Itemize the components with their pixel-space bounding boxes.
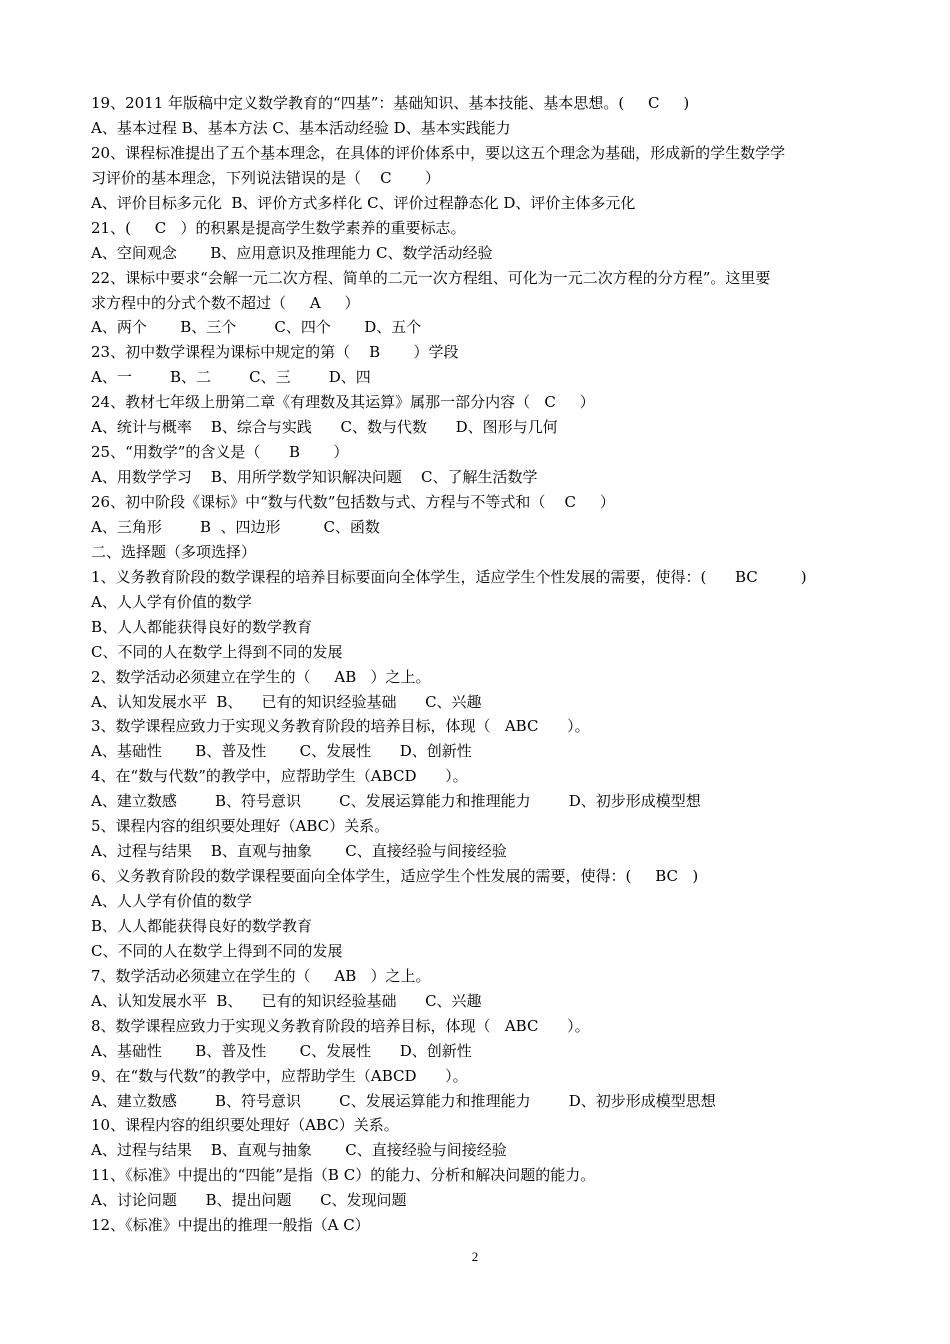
text-line: A、过程与结果 B、直观与抽象 C、直接经验与间接经验	[91, 1141, 507, 1160]
text-line: 习评价的基本理念，下列说法错误的是（ C ）	[91, 168, 440, 187]
text-line: 求方程中的分式个数不超过（ A ）	[91, 293, 360, 312]
text-line: 21、( C ）的积累是提高学生数学素养的重要标志。	[91, 218, 466, 237]
text-line: A、人人学有价值的数学	[91, 892, 252, 910]
text-line: 10、课程内容的组织要处理好（ABC）关系。	[91, 1116, 399, 1135]
text-line: 26、初中阶段《课标》中“数与代数”包括数与式、方程与不等式和（ C ）	[91, 493, 615, 511]
text-line: A、讨论问题 B、提出问题 C、发现问题	[91, 1191, 407, 1210]
text-line: 3、数学课程应致力于实现义务教育阶段的培养目标，体现（ ABC ）。	[91, 717, 590, 736]
text-line: 4、在“数与代数”的教学中，应帮助学生（ABCD ）。	[91, 767, 468, 786]
text-line: 22、课标中要求“会解一元二次方程、简单的二元一次方程组、可化为一元二次方程的分方程”。这里要	[91, 268, 771, 287]
text-line: A、两个 B、三个 C、四个 D、五个	[91, 318, 422, 337]
text-line: 9、在“数与代数”的教学中，应帮助学生（ABCD ）。	[91, 1066, 468, 1085]
text-line: A、空间观念 B、应用意识及推理能力 C、数学活动经验	[91, 243, 493, 262]
text-line: C、不同的人在数学上得到不同的发展	[91, 941, 343, 960]
question-list	[91, 91, 871, 1238]
text-line: 11、《标准》中提出的“四能”是指（B C）的能力、分析和解决问题的能力。	[91, 1166, 596, 1185]
text-line: 12、《标准》中提出的推理一般指（A C）	[91, 1216, 370, 1235]
text-line: 25、“用数学”的含义是（ B ）	[91, 443, 349, 462]
text-line: A、认知发展水平 B、 已有的知识经验基础 C、兴趣	[91, 991, 482, 1010]
text-line: 7、数学活动必须建立在学生的（ AB ）之上。	[91, 966, 431, 985]
text-line: 20、课程标准提出了五个基本理念，在具体的评价体系中，要以这五个理念为基础，形成新的学生数学学	[91, 143, 786, 162]
text-line: A、基础性 B、普及性 C、发展性 D、创新性	[91, 1041, 472, 1060]
text-line: A、认知发展水平 B、 已有的知识经验基础 C、兴趣	[91, 692, 482, 711]
text-line: A、统计与概率 B、综合与实践 C、数与代数 D、图形与几何	[91, 418, 558, 437]
text-line: A、一 B、二 C、三 D、四	[91, 368, 371, 387]
text-line: 24、教材七年级上册第二章《有理数及其运算》属那一部分内容（ C ）	[91, 393, 595, 412]
text-line: A、基础性 B、普及性 C、发展性 D、创新性	[91, 742, 472, 761]
text-line: 2、数学活动必须建立在学生的（ AB ）之上。	[91, 667, 431, 686]
text-line: 19、2011 年版稿中定义数学教育的“四基”：基础知识、基本技能、基本思想。( C )	[91, 94, 690, 112]
text-line: A、人人学有价值的数学	[91, 592, 252, 611]
text-line: A、过程与结果 B、直观与抽象 C、直接经验与间接经验	[91, 842, 507, 861]
text-line: A、用数学学习 B、用所学数学知识解决问题 C、了解生活数学	[91, 468, 538, 487]
text-line: A、三角形 B 、四边形 C、函数	[91, 517, 380, 536]
text-line: 8、数学课程应致力于实现义务教育阶段的培养目标，体现（ ABC ）。	[91, 1016, 590, 1035]
text-line: B、人人都能获得良好的数学教育	[91, 916, 313, 935]
text-line: A、评价目标多元化 B、评价方式多样化 C、评价过程静态化 D、评价主体多元化	[91, 193, 636, 212]
text-line: A、建立数感 B、符号意识 C、发展运算能力和推理能力 D、初步形成模型思想	[91, 1091, 716, 1110]
text-line: C、不同的人在数学上得到不同的发展	[91, 642, 343, 661]
text-line: 5、课程内容的组织要处理好（ABC）关系。	[91, 817, 390, 836]
text-line: A、基本过程 B、基本方法 C、基本活动经验 D、基本实践能力	[91, 118, 511, 137]
section-heading: 二、选择题（多项选择）	[91, 542, 257, 561]
page-number: 2	[471, 1249, 479, 1264]
text-line: A、建立数感 B、符号意识 C、发展运算能力和推理能力 D、初步形成模型想	[91, 792, 701, 811]
text-line: 23、初中数学课程为课标中规定的第（ B ）学段	[91, 343, 459, 362]
text-line: B、人人都能获得良好的数学教育	[91, 617, 313, 636]
text-line: 6、义务教育阶段的数学课程要面向全体学生，适应学生个性发展的需要，使得：( BC )	[91, 867, 699, 886]
text-line: 1、义务教育阶段的数学课程的培养目标要面向全体学生，适应学生个性发展的需要，使得：( BC )	[91, 567, 807, 586]
